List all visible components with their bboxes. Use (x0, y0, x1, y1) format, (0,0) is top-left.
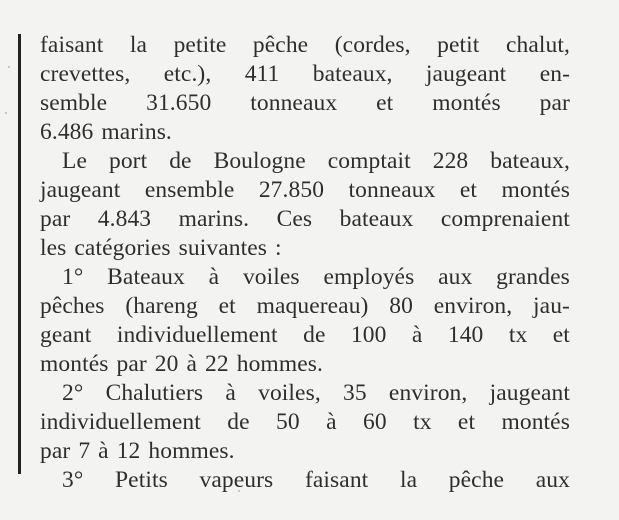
text-line: 2° Chalutiers à voiles, 35 environ, jaugeant (62, 380, 570, 406)
margin-bar (18, 34, 21, 474)
text-line: jaugeant ensemble 27.850 tonneaux et montés (40, 177, 570, 203)
page-speck (5, 112, 7, 114)
text-line: par 7 à 12 hommes. (40, 438, 235, 464)
text-line: 6.486 marins. (40, 119, 172, 145)
text-line: faisant la petite pêche (cordes, petit chalut, (40, 32, 570, 58)
paragraph (40, 147, 570, 263)
text-line: geant individuellement de 100 à 140 tx et (40, 322, 570, 348)
page-speck (8, 66, 10, 68)
text-line: Le port de Boulogne comptait 228 bateaux, (62, 148, 570, 174)
paragraph (40, 263, 570, 379)
text-line: montés par 20 à 22 hommes. (40, 351, 323, 377)
text-line: semble 31.650 tonneaux et montés par (40, 90, 570, 116)
paragraph (40, 379, 570, 466)
paragraph (40, 466, 570, 495)
text-line: crevettes, etc.), 411 bateaux, jaugeant en- (40, 61, 570, 87)
page-text (40, 31, 570, 495)
text-line: individuellement de 50 à 60 tx et montés (40, 409, 570, 435)
text-line: par 4.843 marins. Ces bateaux comprenaient (40, 206, 570, 232)
paragraph (40, 31, 570, 147)
text-line: les catégories suivantes : (40, 235, 282, 261)
text-line: 1° Bateaux à voiles employés aux grandes (62, 264, 570, 290)
text-line: pêches (hareng et maquereau) 80 environ, jau- (40, 293, 570, 319)
text-line: 3° Petits vapeurs faisant la pêche aux (62, 467, 570, 493)
